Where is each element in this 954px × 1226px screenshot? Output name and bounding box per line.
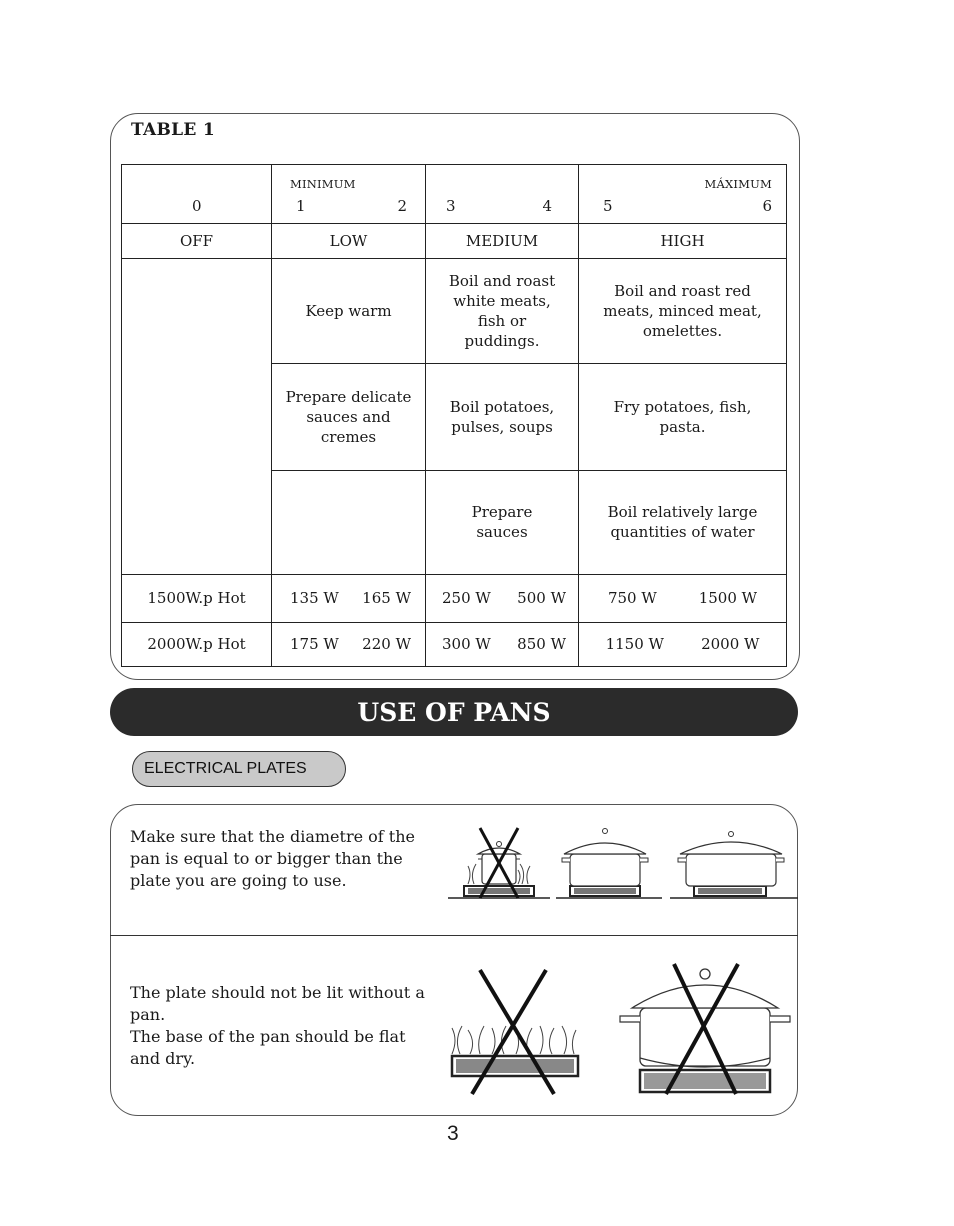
power-value: 300 W xyxy=(442,635,491,654)
pan-larger-icon xyxy=(670,824,798,902)
level-cell-high xyxy=(579,165,787,224)
use-cell: Prepare delicate sauces and cremes xyxy=(272,364,426,470)
pan-correct-size-icon xyxy=(556,824,662,902)
power-cell-high xyxy=(579,574,787,622)
use-cell: Boil relatively large quantities of water xyxy=(579,470,787,574)
cooking-settings-table xyxy=(121,164,787,667)
use-cell: Boil and roast red meats, minced meat, omelettes. xyxy=(579,259,787,364)
power-value: 175 W xyxy=(290,635,339,654)
power-value: 165 W xyxy=(362,589,411,608)
table-title: TABLE 1 xyxy=(131,120,216,140)
use-cell: Boil and roast white meats, fish or puddings. xyxy=(426,259,579,364)
use-cell: Boil potatoes, pulses, soups xyxy=(426,364,579,470)
power-value: 250 W xyxy=(442,589,491,608)
table-row-power-1500 xyxy=(122,574,787,622)
power-value: 135 W xyxy=(290,589,339,608)
instruction-line: The base of the pan should be flat and dry. xyxy=(130,1027,406,1068)
pan-wet-base-crossed-icon xyxy=(616,962,796,1096)
use-cell xyxy=(272,470,426,574)
power-value: 1500 W xyxy=(698,589,758,608)
banner-title: USE OF PANS xyxy=(357,698,551,727)
power-cell-medium xyxy=(426,622,579,666)
level-6: 6 xyxy=(762,197,772,215)
power-value: 850 W xyxy=(517,635,566,654)
power-row-label: 2000W.p Hot xyxy=(122,622,272,666)
power-value: 2000 W xyxy=(701,635,760,654)
level-1: 1 xyxy=(296,197,306,215)
section-pill xyxy=(132,751,346,787)
power-cell-high xyxy=(579,622,787,666)
pan-too-small-crossed-icon xyxy=(448,824,550,902)
table-row-uses-1 xyxy=(122,259,787,364)
power-value: 220 W xyxy=(362,635,411,654)
level-cell-low xyxy=(272,165,426,224)
instruction-line: The plate should not be lit without a pan. xyxy=(130,983,425,1024)
power-cell-medium xyxy=(426,574,579,622)
instruction-no-empty-plate xyxy=(130,982,440,1070)
plate-without-pan-crossed-icon xyxy=(448,966,582,1096)
level-3: 3 xyxy=(446,197,456,215)
table-row-levels xyxy=(122,165,787,224)
page-number: 3 xyxy=(447,1122,459,1145)
divider xyxy=(110,935,798,936)
level-0: 0 xyxy=(192,197,202,215)
instruction-pan-size: Make sure that the diametre of the pan is equal to or bigger than the plate you are going to use. xyxy=(130,827,415,890)
category-off: OFF xyxy=(122,224,272,259)
level-4: 4 xyxy=(542,197,552,215)
category-high: HIGH xyxy=(579,224,787,259)
power-value: 1150 W xyxy=(605,635,664,654)
level-5: 5 xyxy=(603,197,613,215)
minimum-caption: MINIMUM xyxy=(290,177,356,191)
table-row-categories xyxy=(122,224,787,259)
use-cell: Fry potatoes, fish, pasta. xyxy=(579,364,787,470)
maximum-caption: MÁXIMUM xyxy=(704,177,772,191)
power-cell-low xyxy=(272,574,426,622)
power-value: 500 W xyxy=(517,589,566,608)
category-medium: MEDIUM xyxy=(426,224,579,259)
category-low: LOW xyxy=(272,224,426,259)
use-cell: Keep warm xyxy=(272,259,426,364)
level-cell-medium xyxy=(426,165,579,224)
uses-empty-cell xyxy=(122,259,272,575)
table-row-power-2000 xyxy=(122,622,787,666)
level-2: 2 xyxy=(397,197,407,215)
section-label: ELECTRICAL PLATES xyxy=(144,760,307,777)
power-cell-low xyxy=(272,622,426,666)
power-row-label: 1500W.p Hot xyxy=(122,574,272,622)
power-value: 750 W xyxy=(607,589,657,608)
level-cell-0 xyxy=(122,165,272,224)
section-banner xyxy=(110,688,798,736)
use-cell: Prepare sauces xyxy=(426,470,579,574)
